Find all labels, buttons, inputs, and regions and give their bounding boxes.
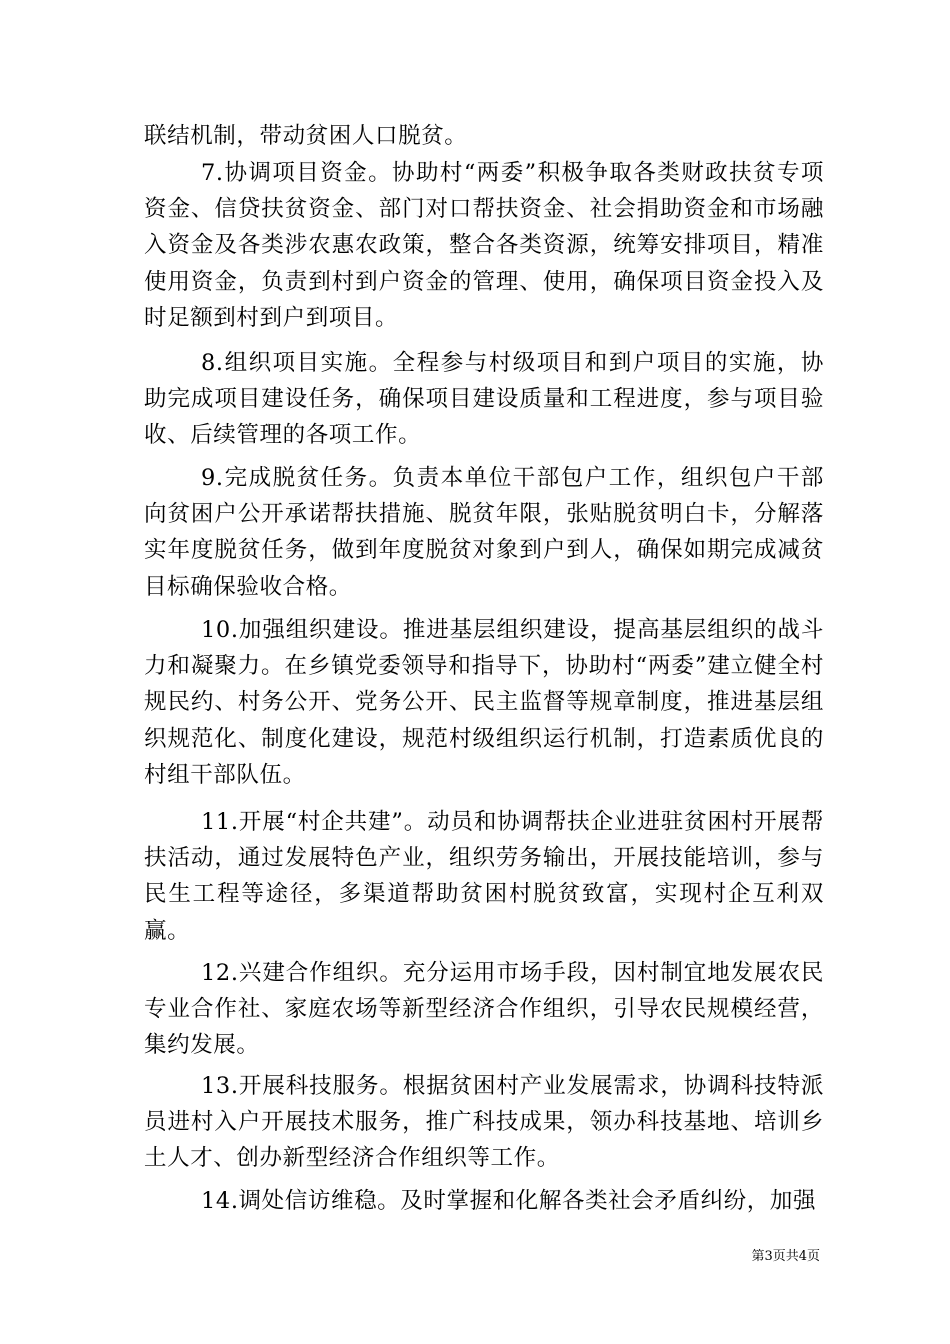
paragraph-item-13: 13.开展科技服务。根据贫困村产业发展需求，协调科技特派员进村入户开展技术服务，推广科技成果，领办科技基地、培训乡土人才、创办新型经济合作组织等工作。 bbox=[144, 1073, 824, 1172]
paragraph-continuation: 联结机制，带动贫困人口脱贫。 bbox=[144, 123, 468, 149]
paragraph-item-9: 9.完成脱贫任务。负责本单位干部包户工作，组织包户干部向贫困户公开承诺帮扶措施、脱贫年限，张贴脱贫明白卡，分解落实年度脱贫任务，做到年度脱贫对象到户到人，确保如期完成减贫目标确保验收合格。 bbox=[144, 465, 824, 600]
paragraph-item-7: 7.协调项目资金。协助村“两委”积极争取各类财政扶贫专项资金、信贷扶贫资金、部门对口帮扶资金、社会捐助资金和市场融入资金及各类涉农惠农政策，整合各类资源，统筹安排项目，精准使用资金，负责到村到户资金的管理、使用，确保项目资金投入及时足额到村到户到项目。 bbox=[144, 160, 824, 331]
paragraph-item-8: 8.组织项目实施。全程参与村级项目和到户项目的实施，协助完成项目建设任务，确保项目建设质量和工程进度，参与项目验收、后续管理的各项工作。 bbox=[144, 350, 824, 449]
paragraph-item-11: 11.开展“村企共建”。动员和协调帮扶企业进驻贫困村开展帮扶活动，通过发展特色产业，组织劳务输出，开展技能培训，参与民生工程等途径，多渠道帮助贫困村脱贫致富，实现村企互利双赢。 bbox=[144, 809, 824, 944]
page-number-footer: 第3页共4页 bbox=[751, 1249, 820, 1264]
paragraph-item-14: 14.调处信访维稳。及时掌握和化解各类社会矛盾纠纷，加强 bbox=[201, 1188, 817, 1214]
paragraph-item-12: 12.兴建合作组织。充分运用市场手段，因村制宜地发展农民专业合作社、家庭农场等新型经济合作组织，引导农民规模经营，集约发展。 bbox=[144, 960, 824, 1059]
paragraph-item-10: 10.加强组织建设。推进基层组织建设，提高基层组织的战斗力和凝聚力。在乡镇党委领导和指导下，协助村“两委”建立健全村规民约、村务公开、党务公开、民主监督等规章制度，推进基层组织规范化、制度化建设，规范村级组织运行机制，打造素质优良的村组干部队伍。 bbox=[144, 617, 824, 788]
